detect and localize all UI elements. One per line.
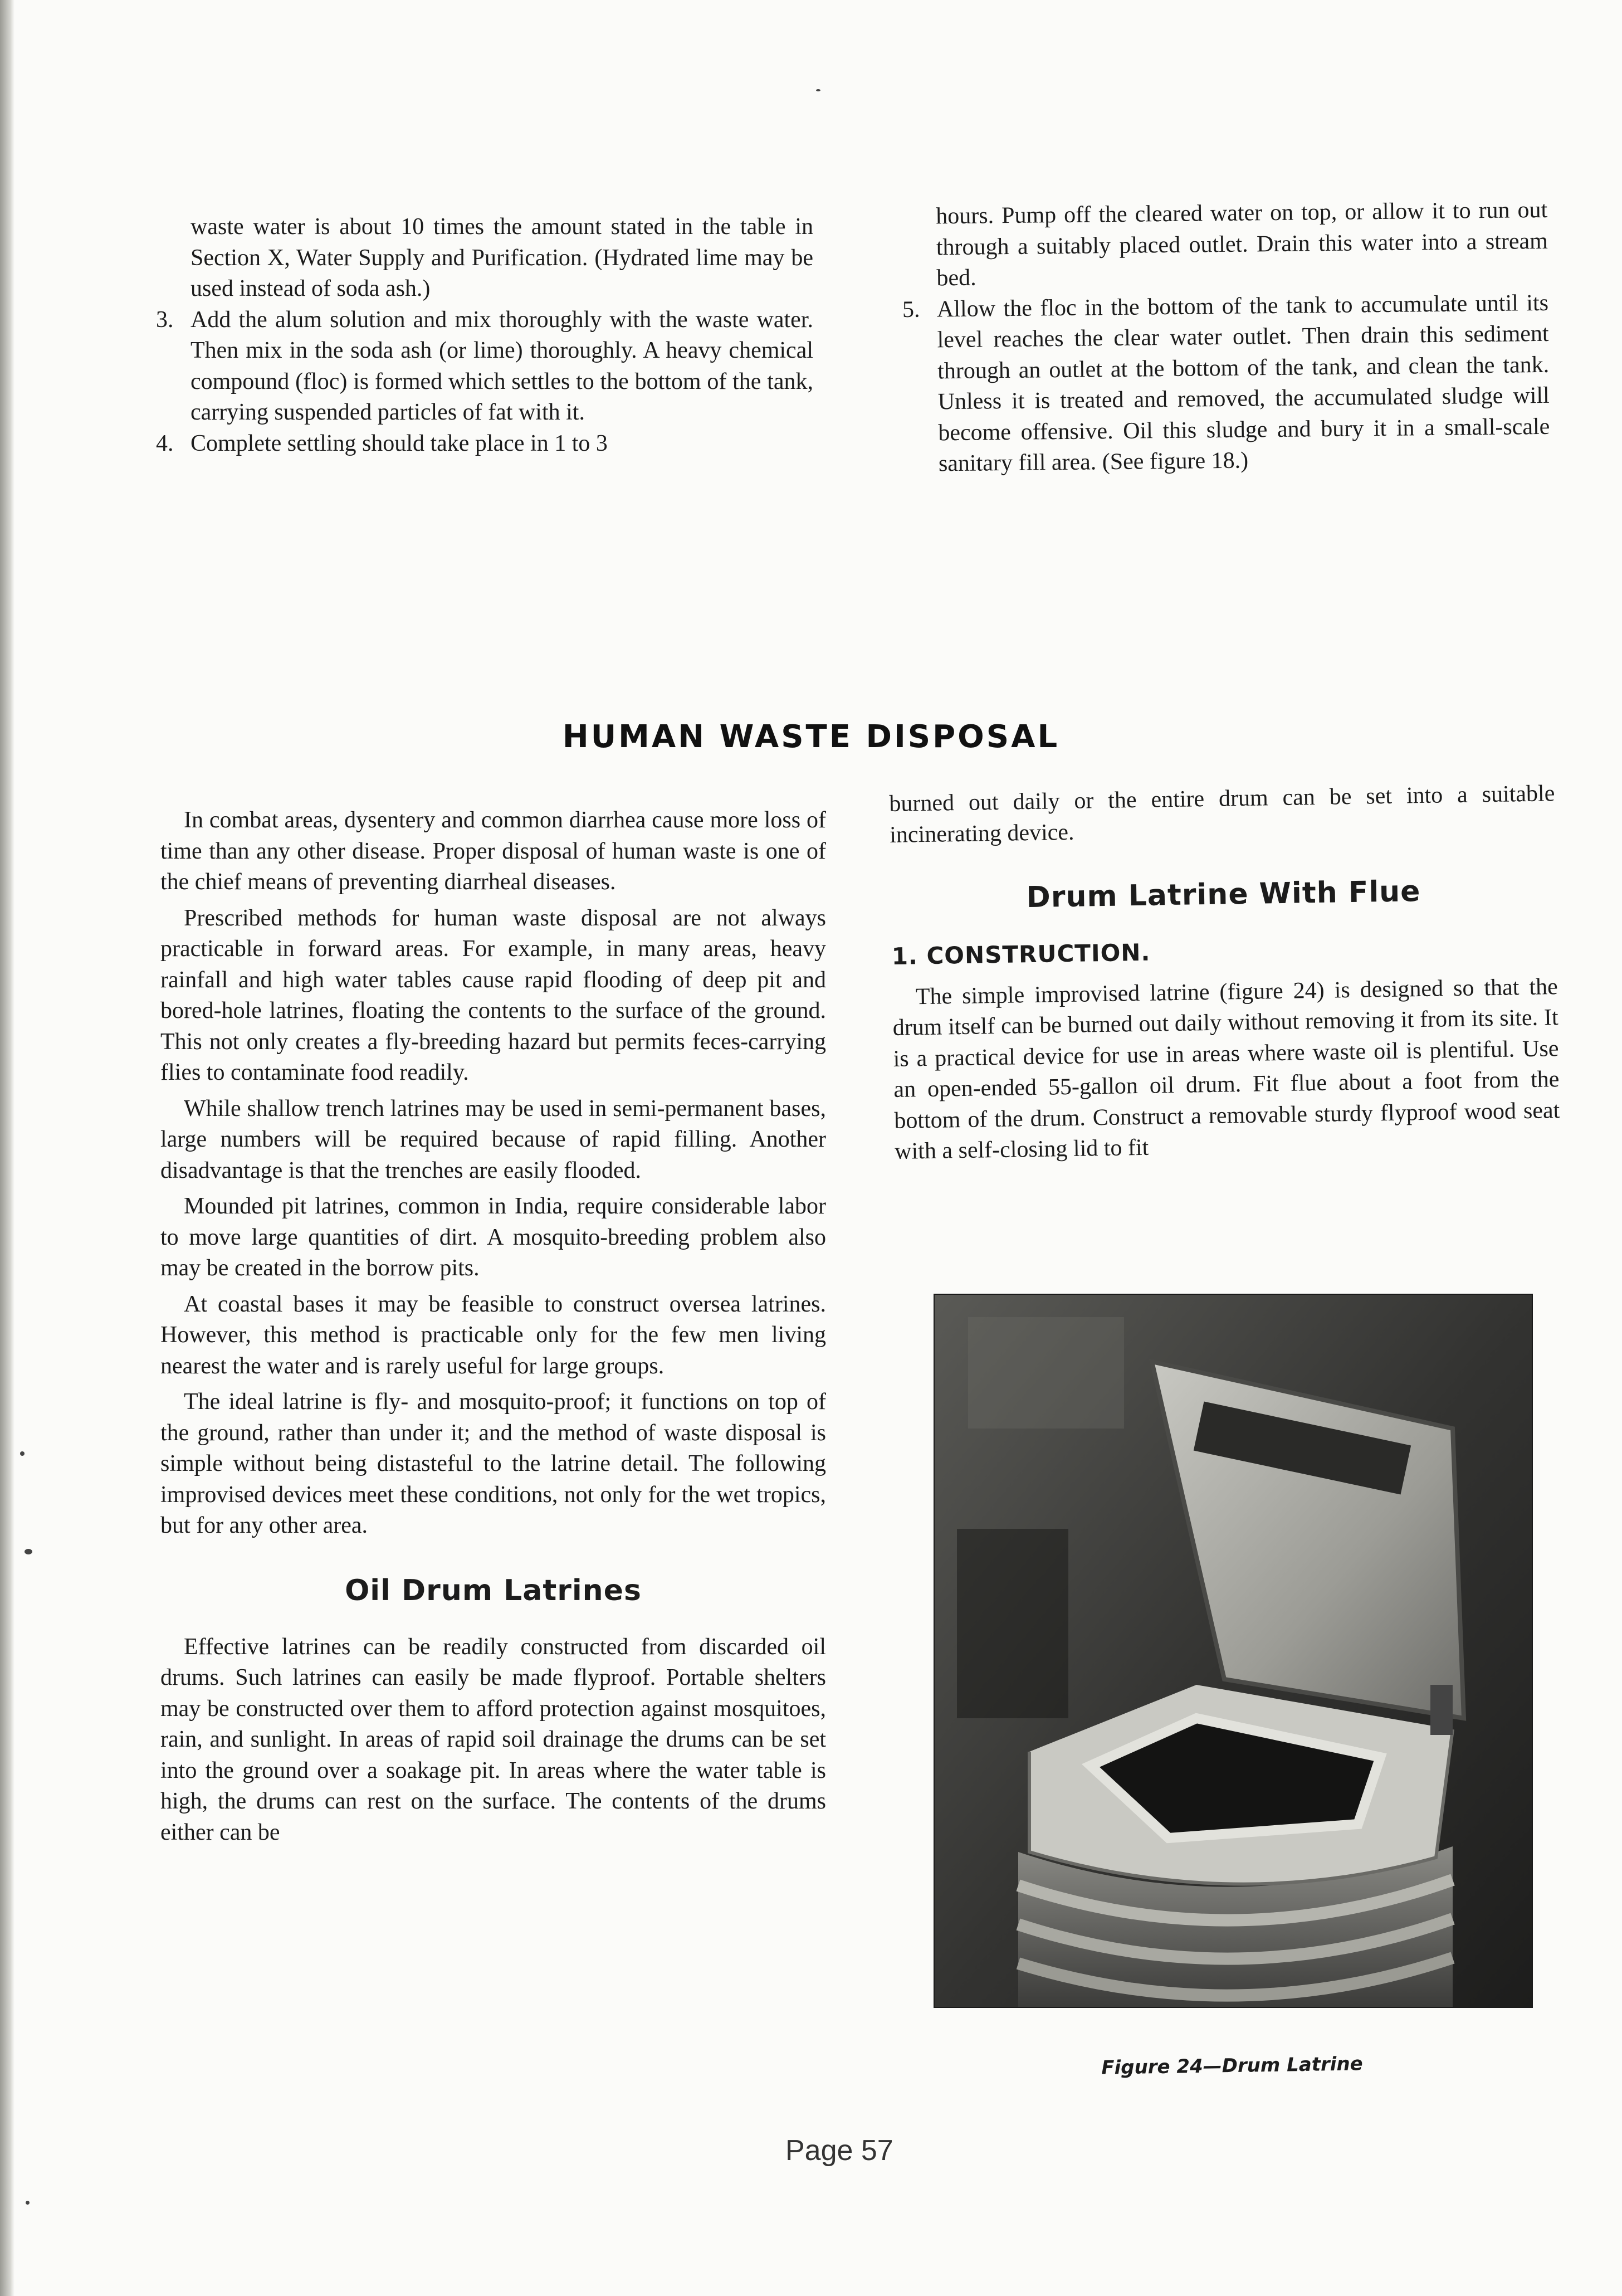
subheading-oil-drum-latrines: Oil Drum Latrines: [345, 1573, 642, 1607]
paragraph: Mounded pit latrines, common in India, require considerable labor to move large quantities of dirt. A mosquito-breeding problem also may be created in the borrow pits.: [160, 1193, 826, 1281]
drum-latrine-illustration: [935, 1295, 1532, 2007]
step-text: Complete settling should take place in 1 to 3: [190, 430, 608, 456]
paragraph: The simple improvised latrine (figure 24) is designed so that the drum itself can be burned out daily without removing it from its site. It is a practical device for use in areas where waste oil is plentiful. Use an open-ended 55-gallon oil drum. Fit flue about a foot from the bottom of the drum. Construct a removable sturdy flyproof wood seat with a self-closing lid to fit: [892, 973, 1560, 1164]
step-number: 3.: [156, 306, 174, 333]
binding-shadow: [0, 0, 14, 2296]
step-number: 4.: [156, 430, 174, 456]
step-text: Add the alum solution and mix thoroughly with the waste water. Then mix in the soda ash (or lime) thoroughly. A heavy chemical compound (floc) is formed which settles to the bottom of the tank, carrying suspended particles of fat with it.: [190, 306, 813, 425]
figure-photo: [934, 1294, 1533, 2008]
page-number: Page 57: [785, 2134, 893, 2167]
figure-caption: Figure 24—Drum Latrine: [1101, 2053, 1363, 2079]
continued-paragraph: burned out daily or the entire drum can be set into a suitable incinerating device.: [889, 781, 1555, 848]
lower-right-column: [889, 778, 1561, 1167]
lower-left-column: [160, 805, 826, 1848]
section-label: 1. CONSTRUCTION.: [891, 938, 1151, 970]
top-left-column: [156, 212, 813, 459]
step-3: [156, 305, 813, 428]
scan-speck: [20, 1451, 25, 1456]
section-heading: HUMAN WASTE DISPOSAL: [562, 719, 1060, 755]
subheading-drum-latrine-with-flue: Drum Latrine With Flue: [1026, 875, 1421, 915]
step-5: [902, 287, 1550, 480]
step-4: [156, 428, 813, 460]
paragraph: Prescribed methods for human waste disposal are not always practicable in forward areas. For example, in many areas, heavy rainfall and high water tables cause rapid flooding of deep pit and bored-hole latrines, floating the contents to the surface of the ground. This not only creates a fly-breeding hazard but permits feces-carrying flies to contaminate food readily.: [160, 905, 826, 1085]
continued-paragraph: waste water is about 10 times the amount stated in the table in Section X, Water Supply and Purification. (Hydrated lime may be used instead of soda ash.): [190, 214, 813, 301]
paragraph: The ideal latrine is fly- and mosquito-proof; it functions on top of the ground, rather than under it; and the method of waste disposal is simple without being distasteful to the latrine detail. The following improvised devices meet these conditions, not only for the wet tropics, but for any other area.: [160, 1389, 826, 1538]
paragraph: In combat areas, dysentery and common diarrhea cause more loss of time than any other disease. Proper disposal of human waste is one of the chief means of preventing diarrheal diseases.: [160, 807, 826, 895]
paragraph: At coastal bases it may be feasible to construct oversea latrines. However, this method is practicable only for the few men living nearest the water and is rarely useful for large groups.: [160, 1291, 826, 1379]
step-number: 5.: [902, 296, 920, 323]
scan-speck: [25, 1549, 32, 1554]
scan-speck: [816, 89, 820, 91]
step-text: Allow the floc in the bottom of the tank to accumulate until its level reaches the clear water outlet. Then drain this sediment through an outlet at the bottom of the tank, and clean the tank. Unless it is treated and removed, the accumulated sludge will become offensive. Oil this sludge and bury it in a small-scale sanitary fill area. (See figure 18.): [936, 290, 1550, 477]
scan-speck: [26, 2201, 30, 2205]
top-right-column: [901, 195, 1550, 480]
paragraph: Effective latrines can be readily constructed from discarded oil drums. Such latrines can easily be made flyproof. Portable shelters may be constructed over them to afford protection against mosquitoes, rain, and sunlight. In areas of rapid soil drainage the drums can be set into the ground over a soakage pit. In areas where the water table is high, the drums can rest on the surface. The contents of the drums either can be: [160, 1634, 826, 1845]
continued-paragraph: hours. Pump off the cleared water on top, or allow it to run out through a suitably placed outlet. Drain this water into a stream bed.: [936, 197, 1548, 291]
paragraph: While shallow trench latrines may be used in semi-permanent bases, large numbers will be required because of rapid filling. Another disadvantage is that the trenches are easily flooded.: [160, 1095, 826, 1183]
